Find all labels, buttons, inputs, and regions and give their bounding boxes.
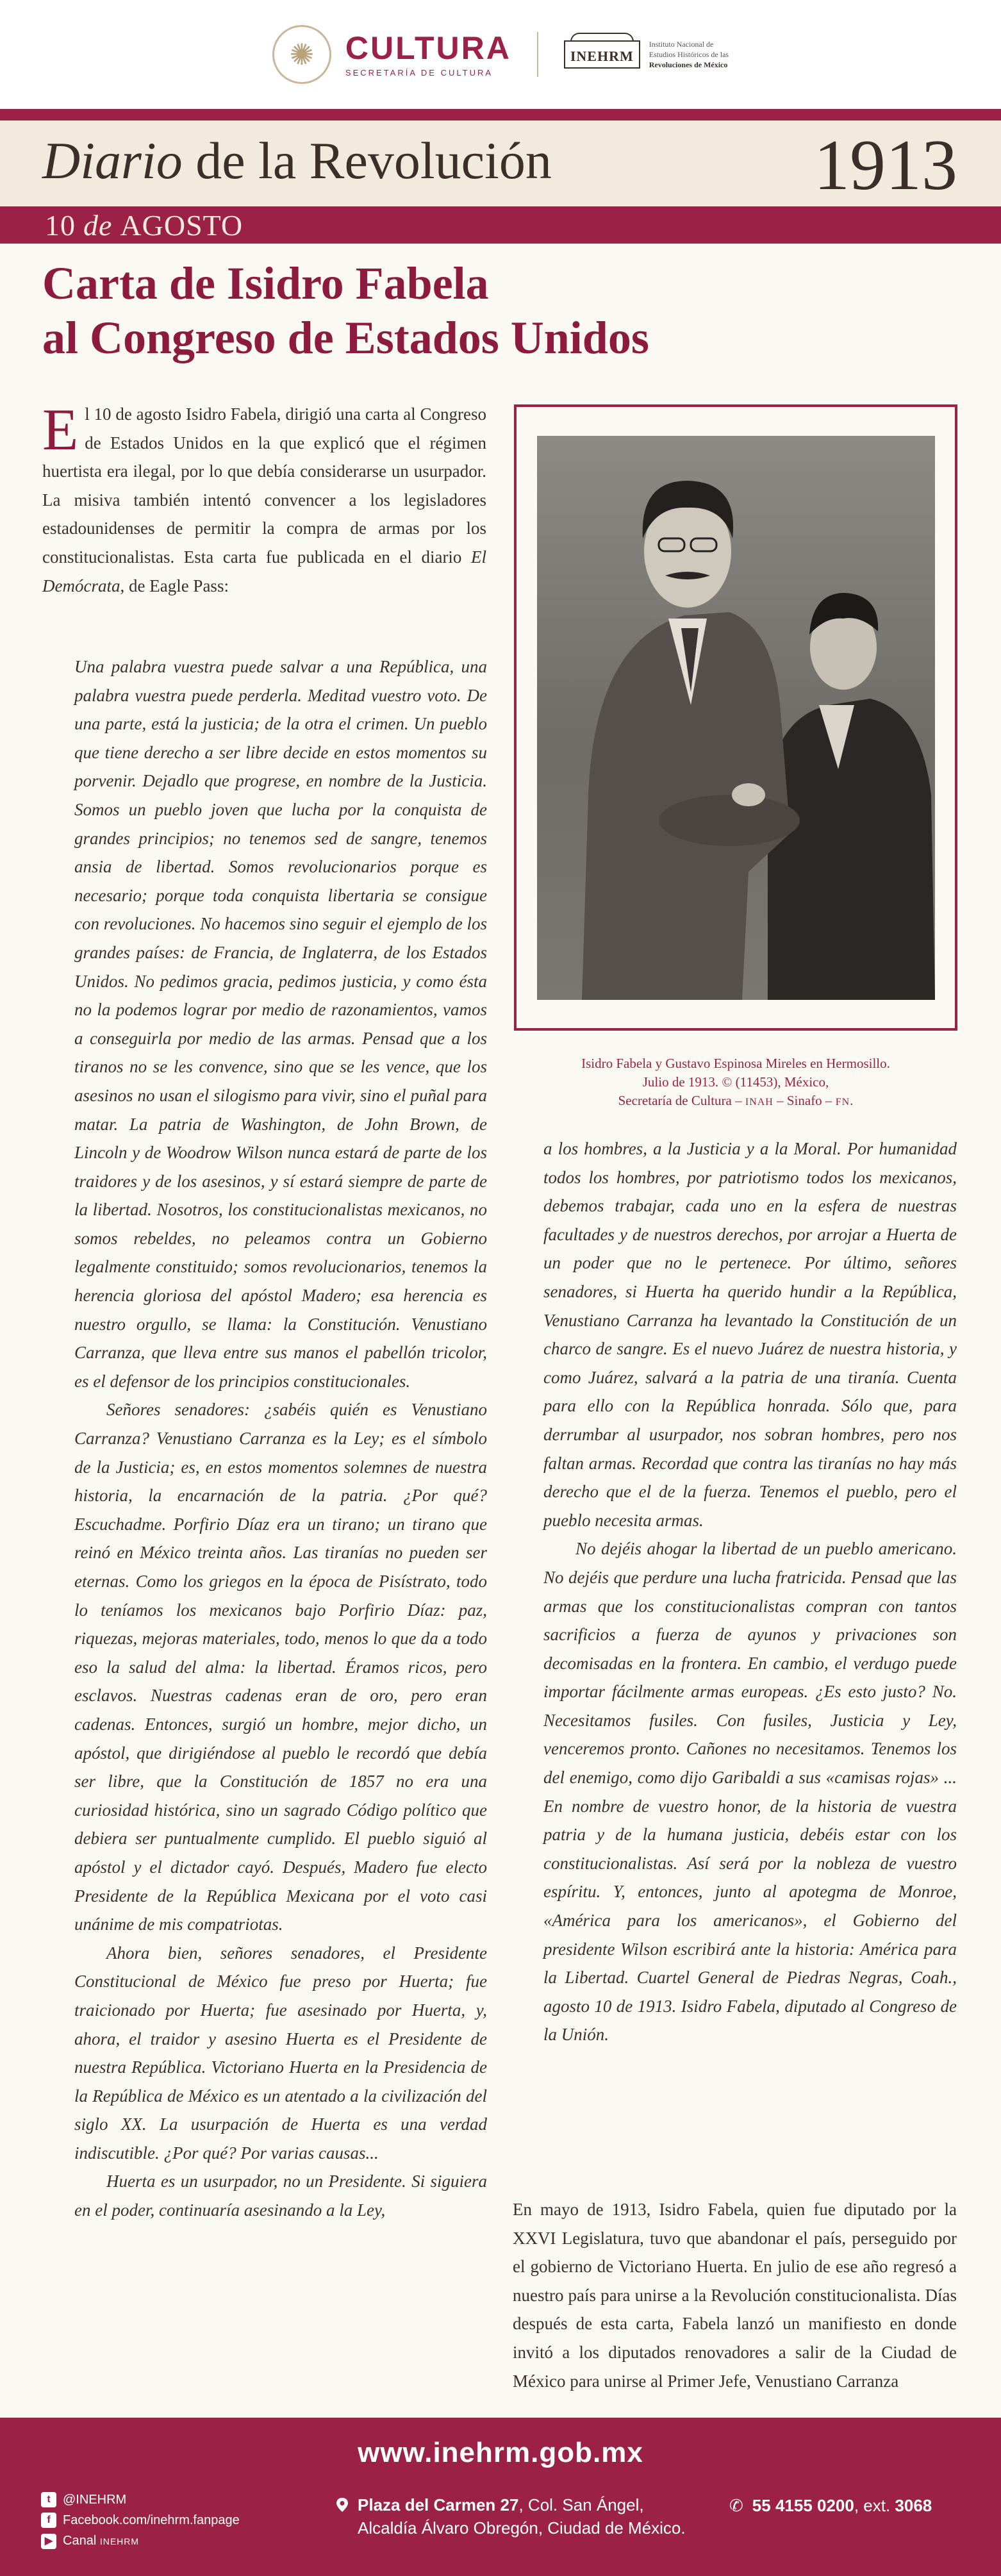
phone-icon: ✆: [729, 2496, 743, 2515]
quote-paragraph-6: No dejéis ahogar la libertad de un pueblo americano. No dejéis que perdure una lucha fratricida. Pensad que las armas que los constitucionalistas compran con tantos sacrificios a fuerza de ayunos y privaciones son decomisadas en la frontera. En cambio, el verdugo puede importar fácilmente armas europeas. ¿Es esto justo? No. Necesitamos fusiles. Con fusiles, Justicia y Ley, venceremos pronto. Cañones no necesitamos. Tenemos los del enemigo, como dijo Garibaldi a sus «camisas rojas» ... En nombre de vuestro honor, de la historia de vuestra patria y de la humana justicia, debéis estar con los constitucionalistas. Así será por la nobleza de vuestro espíritu. Y, entonces, junto al apotegma de Monroe, «América para los americanos», el Gobierno del presidente Wilson escribirá ante la historia: América para la Libertad. Cuartel General de Piedras Negras, Coah., agosto 10 de 1913. Isidro Fabela, diputado al Congreso de la Unión.: [543, 1539, 957, 2045]
cultura-subtitle: SECRETARÍA DE CULTURA: [345, 67, 493, 78]
cultura-logo: [272, 25, 511, 84]
caption-credit-fn: FN: [835, 1097, 850, 1108]
article-title-line-2: al Congreso de Estados Unidos: [42, 312, 649, 363]
caption-credit-b: – Sinafo –: [773, 1093, 836, 1108]
letter-quote-right: [543, 1134, 957, 2049]
address: [335, 2493, 686, 2539]
eagle-seal-icon: ✺: [272, 25, 331, 84]
newspaper-name: El Demócrata: [42, 547, 486, 595]
closing-paragraph: En mayo de 1913, Isidro Fabela, quien fue diputado por la XXVI Legislatura, tuvo que abandonar el país, perseguido por el gobierno de Victoriano Huerta. En julio de ese año regresó a nuestro país para unirse a la Revolución constitucionalista. Días después de esta carta, Fabela lanzó un manifiesto en donde invitó a los diputados renovadores a salir de la Ciudad de México para unirse al Primer Jefe, Venustiano Carranza: [513, 2200, 957, 2391]
inehrm-wordmark: INEHRM: [564, 40, 640, 69]
inehrm-line-3: Revoluciones de México: [649, 60, 728, 70]
caption-credit-a: Secretaría de Cultura –: [618, 1093, 745, 1108]
year: 1913: [814, 126, 957, 205]
phone-number: 55 4155 0200: [752, 2496, 854, 2515]
phone-ext-label: , ext.: [854, 2496, 895, 2515]
series-title: [42, 131, 552, 190]
youtube-link[interactable]: [41, 2530, 240, 2552]
quote-paragraph-2: Señores senadores: ¿sabéis quién es Venustiano Carranza? Venustiano Carranza es la Ley; es el símbolo de la Justicia; es, en estos momentos solemnes de nuestra historia, la encarnación de la patria. ¿Por qué? Escuchadme. Porfirio Díaz era un tirano; un tirano que reinó en México treinta años. Las tiranías no pueden ser eternas. Como los griegos en la época de Pisístrato, todo lo teníamos los mexicanos bajo Porfirio Díaz: paz, riquezas, mejoras materiales, todo, menos lo que da a todo eso la salud del alma: la libertad. Éramos ricos, pero esclavos. Nuestras cadenas eran de oro, pero eran cadenas. Entonces, surgió un hombre, mejor dicho, un apóstol, que dirigiéndose al pueblo le recordó que debía ser libre, que la Constitución de 1857 no era una curiosidad histórica, sino un sagrado Código político que debiera ser puntualmente cumplido. El pueblo siguió al apóstol y el dictador cayó. Después, Madero fue electo Presidente de la República Mexicana por el voto casi unánime de mis compatriotas.: [74, 1400, 487, 1934]
date-de: de: [83, 208, 113, 242]
series-title-rest: de la Revolución: [195, 131, 552, 190]
address-colonia: , Col. San Ángel,: [518, 2495, 644, 2514]
date-day: 10: [45, 208, 76, 242]
cultura-wordmark: CULTURA: [345, 29, 511, 66]
logo-divider: [537, 32, 538, 77]
quote-paragraph-1: Una palabra vuestra puede salvar a una República, una palabra vuestra puede perderla. Meditad vuestro voto. De una parte, está la justicia; de la otra el crimen. Un pueblo que tiene derecho a ser libre decide en estos momentos su porvenir. Dejadlo que progrese, en nombre de la Justicia. Somos un pueblo joven que lucha por la conquista de grandes principios; no tenemos sed de sangre, tenemos ansia de libertad. Somos revolucionarios porque es necesario; porque toda conquista libertaria se consigue con revoluciones. No hacemos sino seguir el ejemplo de los grandes países: de Francia, de Inglaterra, de los Estados Unidos. No pedimos gracia, pedimos justicia, y como ésta no la podemos lograr por medio de razonamientos, vamos a conseguirla por medio de las armas. Pensad que a los tiranos no se les convence, sino que se les vence, que los asesinos no usan el silogismo para vivir, sino el puñal para matar. La patria de Washington, de John Brown, de Lincoln y de Woodrow Wilson nunca estará de parte de los traidores y de los asesinos, y sí estará siempre de parte de la libertad. Nosotros, los constitucionalistas mexicanos, no somos rebeldes, no peleamos contra un Gobierno legalmente constituido; somos revolucionarios, tenemos la herencia gloriosa del apóstol Madero; esa herencia es nuestro orgullo, se llama: la Constitución. Venustiano Carranza, que lleva entre sus manos el pabellón tricolor, es el defensor de los principios constitucionales.: [74, 657, 487, 1391]
intro-text-end: , de Eagle Pass:: [120, 576, 229, 595]
logo-bar: [0, 0, 1001, 109]
top-accent-bar: [0, 109, 1001, 120]
inehrm-line-1: Instituto Nacional de: [649, 39, 714, 49]
facebook-url: Facebook.com/inehrm.fanpage: [63, 2513, 240, 2527]
caption-line-1: Isidro Fabela y Gustavo Espinosa Mireles en Hermosillo.: [581, 1056, 890, 1071]
intro-paragraph: [42, 397, 486, 600]
quote-paragraph-4: Huerta es un usurpador, no un Presidente. Si siguiera en el poder, continuaría asesinando a la Ley,: [74, 2172, 487, 2220]
date-month: AGOSTO: [120, 208, 244, 242]
phone[interactable]: [729, 2496, 932, 2516]
article-title-line-1: Carta de Isidro Fabela: [42, 258, 489, 309]
caption-credit-inah: INAH: [745, 1097, 774, 1108]
inehrm-line-2: Estudios Históricos de las: [649, 49, 729, 59]
caption-line-2: Julio de 1913. © (11453), México,: [642, 1074, 829, 1090]
caption-line-3: [514, 1092, 957, 1111]
inehrm-logo: [564, 39, 729, 71]
drop-cap: E: [42, 397, 79, 462]
phone-ext: 3068: [895, 2496, 932, 2515]
facebook-link[interactable]: [41, 2510, 240, 2530]
letter-quote-left: [74, 652, 487, 2225]
youtube-label: Canal: [63, 2534, 100, 2548]
photo-caption: [514, 1054, 957, 1111]
twitter-handle: @INEHRM: [63, 2493, 127, 2507]
date-label: [45, 206, 243, 244]
intro-text: l 10 de agosto Isidro Fabela, dirigió una carta al Congreso de Estados Unidos en la que explicó que el régimen huertista era ilegal, por lo que debía considerarse un usurpador. La misiva también intentó convencer a los legisladores estadounidenses de permitir la compra de armas por los constitucionalistas. Esta carta fue publicada en el diario: [42, 404, 486, 567]
youtube-channel: INEHRM: [99, 2536, 140, 2547]
location-pin-icon: [335, 2497, 350, 2513]
quote-paragraph-5: a los hombres, a la Justicia y a la Moral. Por humanidad todos los hombres, por patriotismo todos los mexicanos, debemos trabajar, cada uno en la esfera de nuestras facultades y de nuestros derechos, por arrojar a Huerta de un poder que no le pertenece. Por último, señores senadores, si Huerta ha querido hundir a la República, Venustiano Carranza ha levantado la Constitución de un charco de sangre. Es el nuevo Juárez de nuestra historia, y como Juárez, salvará a la patria de una tiranía. Cuenta para ello con la República honrada. Sólo que, para derrumbar al usurpador, nos sobran hombres, pero nos faltan armas. Recordad que contra las tiranías no hay más derecho que el de la fuerza. Tenemos el pueblo, pero el pueblo necesita armas.: [543, 1139, 957, 1530]
article-title: [42, 256, 811, 365]
historical-photo: [537, 436, 935, 1000]
website-link[interactable]: www.inehrm.gob.mx: [358, 2437, 643, 2468]
caption-credit-c: .: [850, 1093, 854, 1108]
twitter-link[interactable]: [41, 2489, 240, 2510]
address-city: Alcaldía Álvaro Obregón, Ciudad de México.: [358, 2518, 686, 2538]
facebook-icon: f: [41, 2513, 56, 2528]
youtube-icon: ▶: [41, 2534, 56, 2549]
address-street: Plaza del Carmen 27: [358, 2495, 519, 2514]
footer: [0, 2418, 1001, 2576]
social-links: [41, 2489, 240, 2552]
twitter-icon: t: [41, 2492, 56, 2507]
quote-paragraph-3: Ahora bien, señores senadores, el Presidente Constitucional de México fue preso por Huerta; fue traicionado por Huerta; fue asesinado por Huerta, y, ahora, el traidor y asesino Huerta es el Presidente de nuestra República. Victoriano Huerta en la Presidencia de la República de México es un atentado a la civilización del siglo XX. La usurpación de Huerta es una verdad indiscutible. ¿Por qué? Por varias causas...: [74, 1943, 487, 2163]
series-title-italic: Diario: [42, 131, 183, 190]
